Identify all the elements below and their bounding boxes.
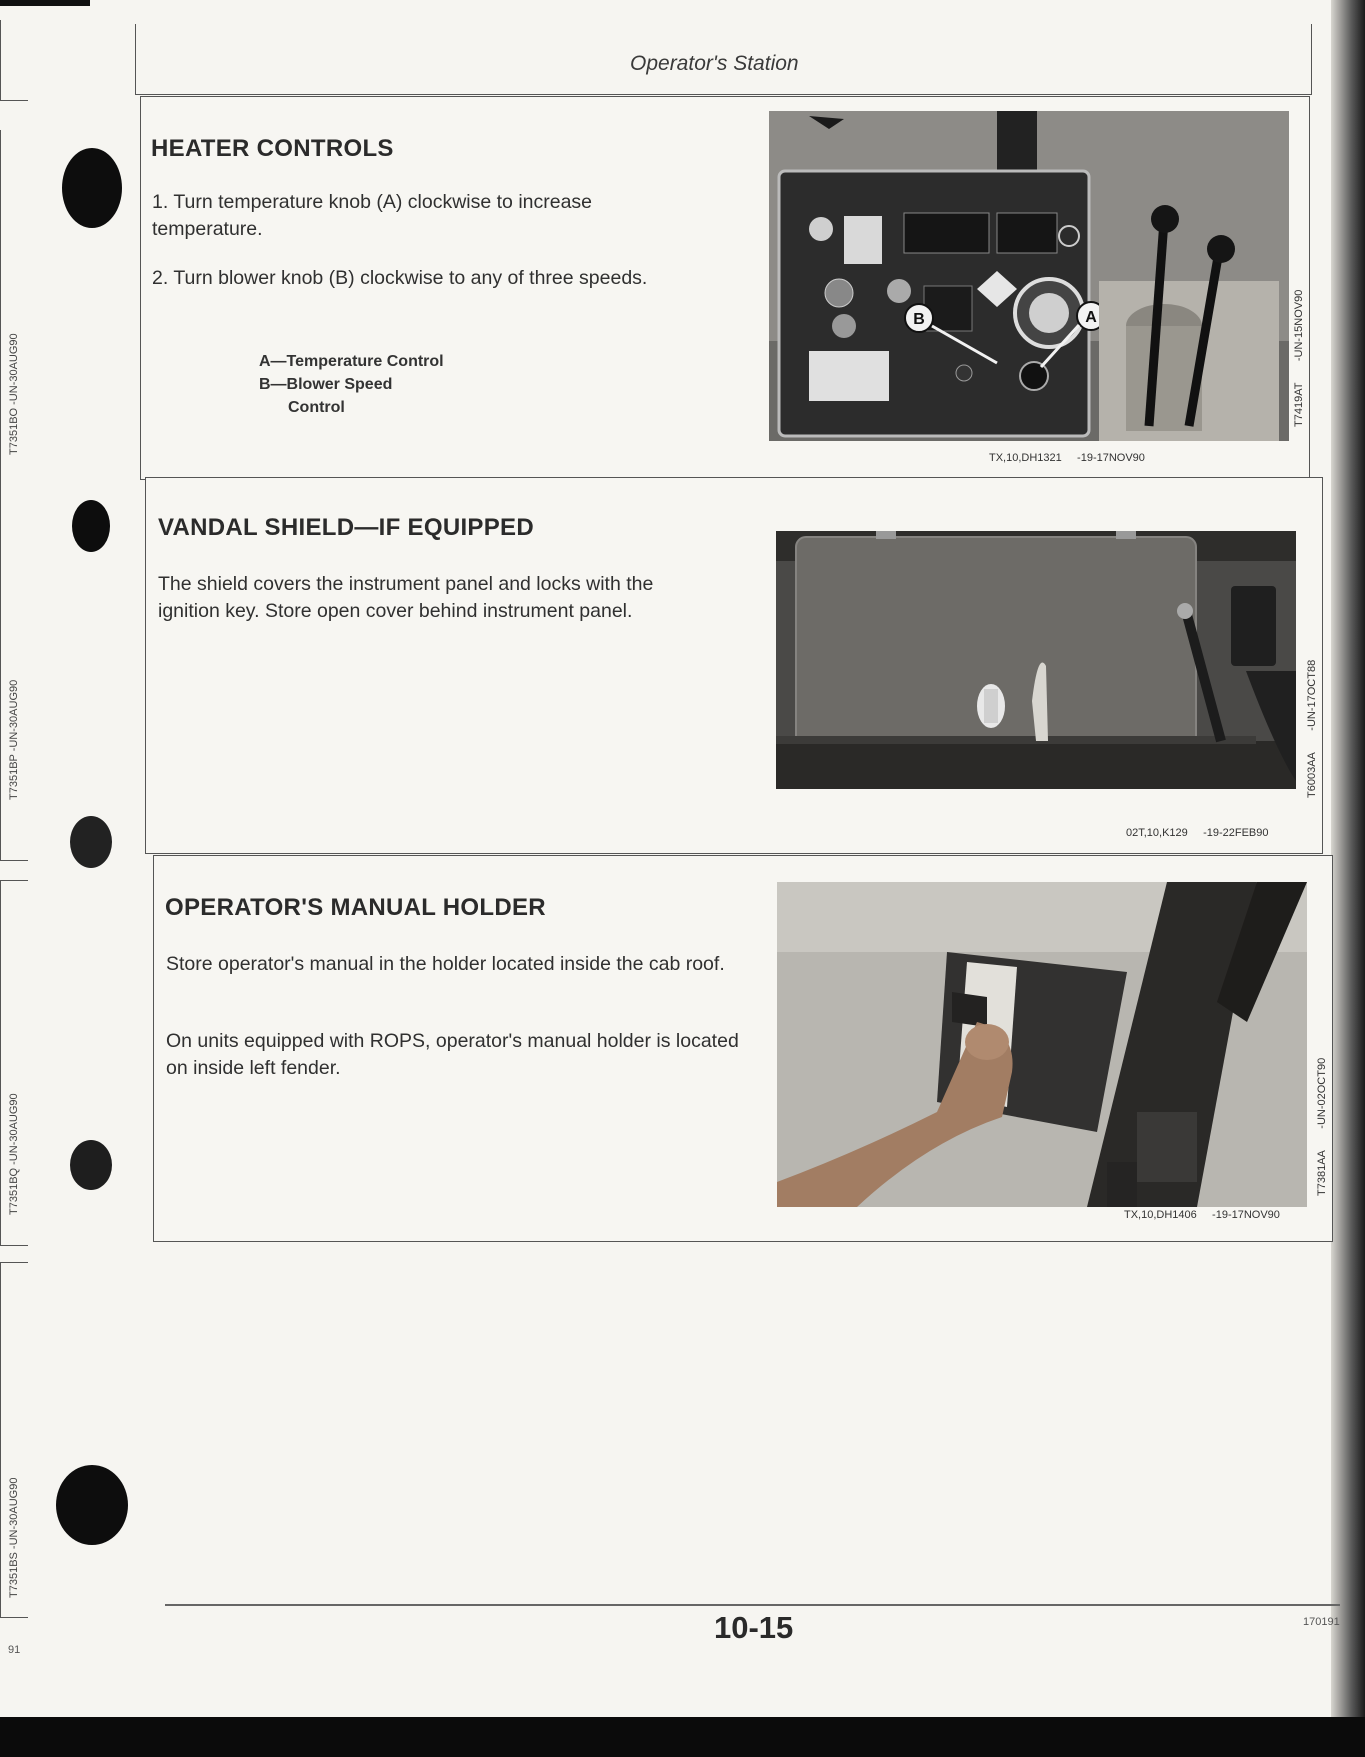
- margin-number: 91: [8, 1644, 21, 1656]
- gutter-tick: [0, 100, 28, 101]
- caption-date: -19-22FEB90: [1203, 827, 1269, 839]
- footer-code: 170191: [1303, 1616, 1340, 1628]
- caption-date: -19-17NOV90: [1212, 1209, 1280, 1221]
- image-caption: [1126, 827, 1269, 839]
- page-header-title: Operator's Station: [630, 52, 799, 75]
- binder-hole: [70, 816, 112, 868]
- section-paragraph: 2. Turn blower knob (B) clockwise to any of three speeds.: [152, 267, 648, 289]
- gutter-tick: [0, 860, 28, 861]
- section-title: OPERATOR'S MANUAL HOLDER: [165, 894, 546, 921]
- manual-holder-illustration: [777, 882, 1307, 1207]
- callout-b-label: B: [913, 311, 925, 328]
- section-paragraph: On units equipped with ROPS, operator's manual holder is located on inside left fender.: [166, 1030, 739, 1079]
- section-paragraph: 1. Turn temperature knob (A) clockwise to increase temperature.: [152, 191, 593, 240]
- image-id-date: -UN-02OCT90: [1316, 1057, 1328, 1129]
- section-vandal-shield: [145, 477, 1323, 854]
- section-manual-holder: [153, 855, 1333, 1242]
- heater-panel-illustration: [769, 111, 1289, 441]
- section-paragraph: The shield covers the instrument panel and locks with the ignition key. Store open cover behind instrument panel.: [158, 573, 654, 622]
- section-title: VANDAL SHIELD—IF EQUIPPED: [158, 514, 534, 541]
- image-id-code: T7419AT: [1293, 382, 1305, 427]
- gutter-code: T7351BP -UN-30AUG90: [8, 679, 20, 800]
- image-id-date: -UN-15NOV90: [1293, 289, 1305, 362]
- binder-hole: [62, 148, 122, 228]
- gutter-code: T7351BS -UN-30AUG90: [8, 1477, 20, 1598]
- heater-controls-photo: [769, 111, 1289, 441]
- caption-ref: TX,10,DH1321: [989, 452, 1062, 464]
- gutter-rule: [0, 130, 1, 860]
- gutter-tick: [0, 1262, 28, 1263]
- callout-a-label: A: [1085, 309, 1097, 326]
- section-paragraph: Store operator's manual in the holder located inside the cab roof.: [166, 953, 725, 975]
- image-caption: [989, 452, 1145, 464]
- image-id-code: T6003AA: [1306, 752, 1318, 798]
- legend-item: B—Blower Speed: [259, 376, 393, 393]
- gutter-tick: [0, 1245, 28, 1246]
- legend-item: A—Temperature Control: [259, 353, 444, 370]
- gutter-rule: [0, 1262, 1, 1617]
- image-caption: [1124, 1209, 1280, 1221]
- manual-holder-photo: [777, 882, 1307, 1207]
- vandal-shield-photo: [776, 531, 1296, 789]
- gutter-rule: [0, 880, 1, 1245]
- page-edge-right: [1331, 0, 1365, 1757]
- footer-rule: [165, 1604, 1340, 1606]
- section-title: HEATER CONTROLS: [151, 135, 394, 162]
- legend: [259, 350, 444, 419]
- vandal-shield-illustration: [776, 531, 1296, 789]
- image-id-code: T7381AA: [1316, 1150, 1328, 1196]
- gutter-code: T7351BO -UN-30AUG90: [8, 333, 20, 455]
- image-id: [1306, 660, 1318, 798]
- binder-hole: [70, 1140, 112, 1190]
- gutter-tick: [0, 880, 28, 881]
- image-id: [1316, 1058, 1328, 1196]
- gutter-tick: [0, 1617, 28, 1618]
- gutter-code: T7351BQ -UN-30AUG90: [8, 1093, 20, 1215]
- binder-hole: [56, 1465, 128, 1545]
- page-edge-top: [0, 0, 90, 6]
- caption-date: -19-17NOV90: [1077, 452, 1145, 464]
- legend-item: Control: [288, 399, 345, 416]
- page-number: 10-15: [714, 1610, 794, 1645]
- page-edge-bottom: [0, 1717, 1365, 1757]
- image-id-date: -UN-17OCT88: [1306, 659, 1318, 731]
- section-heater-controls: [140, 96, 1310, 480]
- binder-hole: [72, 500, 110, 552]
- caption-ref: TX,10,DH1406: [1124, 1209, 1197, 1221]
- caption-ref: 02T,10,K129: [1126, 827, 1188, 839]
- image-id: [1293, 290, 1305, 427]
- gutter-rule: [0, 20, 1, 100]
